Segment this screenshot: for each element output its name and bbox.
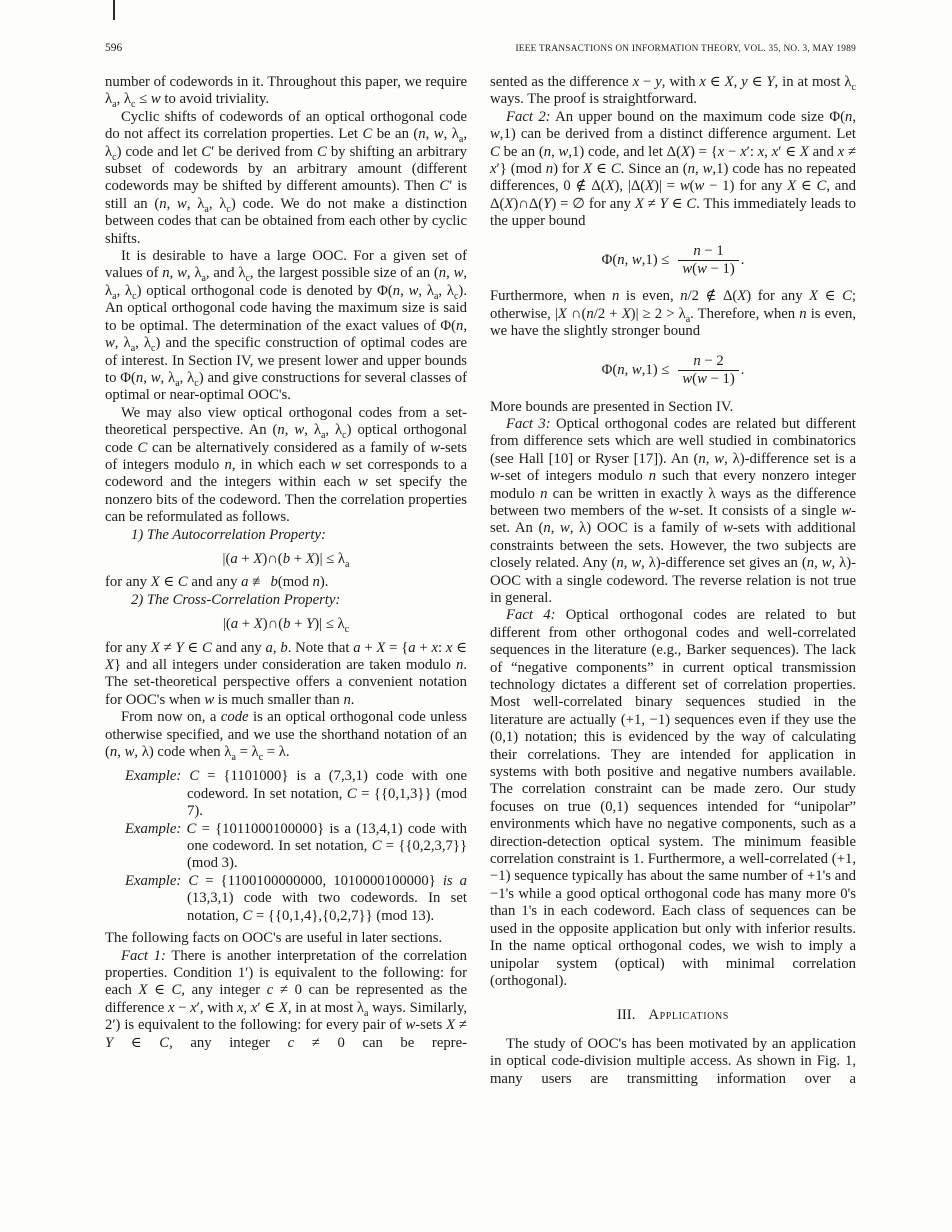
journal-title: IEEE TRANSACTIONS ON INFORMATION THEORY, VOL. 35, NO. 3, MAY 1989 [515,44,856,54]
equation-crosscorrelation: |(a + X)∩(b + $Y)| \le \lambda_c$ [222,616,350,636]
equation-autocorrelation: |(a + X)∩(b + $X)| \le \lambda_a$ [222,550,350,570]
example-item-1341-code [125,821,467,873]
paragraph-desirable-ooc: It is desirable to have a large OOC. For a given set of values of n, w, $\lambda_a$, and $\lambda_c$, the largest possible size of an (n, w, $\lambda_a$, $\lambda_c$) optical orthogonal code is denoted by Φ(n, w, $\lambda_a$, $\lambda_c$). An optical orthogonal code having the maximum size is said to be optimal. The determination of the exact values of Φ(n, w, $\lambda_a$, $\lambda_c$) and the specific construction of optimal codes are of interest. In Section IV, we present lower and upper bounds to Φ(n, w, $\lambda_a$, $\lambda_c$) and give constructions for several classes of optimal or near-optimal OOC's. [105,248,468,404]
fraction [678,353,738,389]
example-label: Example: [125,820,182,837]
paragraph-facts-intro: The following facts on OOC's are useful in later sections. [105,930,443,947]
crosscorrelation-condition: for any X ≠ Y ∈ C and any a, b. Note that a + X = {a + x: x ∈ X} and all integers under consideration are taken modulo n. The set-theoretical perspective offers a convenient notation for OOC's when w is much smaller than n. [105,639,467,708]
paragraph-fact1: Fact 1: There is another interpretation of the correlation properties. Condition 1′) is equivalent to the following: for each X ∈ C, any integer c ≠ 0 can be represented as the difference x − x′, with x, x′ ∈ X, in at most $\lambda_a$ ways. Similarly, 2′) is equivalent to the following: for every pair of w-sets X ≠ Y ∈ C, any integer c ≠ 0 can be repre- [105,947,468,1051]
fraction-denominator: w(w − 1) [678,260,738,278]
right-column [490,74,856,1088]
paragraph-cyclic-shifts: Cyclic shifts of codewords of an optical orthogonal code do not affect its correlation properties. Let C be an (n, w, $\lambda_a$, $\lambda_c$) code and let C′ be derived from C by shifting an arbitrary subset of codewords by an arbitrary amount (different codewords may be shifted by different amounts). Then C′ is still an (n, w, $\lambda_a$, $\lambda_c$) code. We do not make a distinction between codes that can be obtained from each other by cyclic shifts. [105,108,468,247]
example-text: C = {1101000} is a (7,3,1) code with one codeword. In set notation, C = {{0,1,3}} (mod 7). [187,768,468,820]
running-head [105,42,856,54]
example-item-1331-code [125,873,467,925]
crosscorrelation-property-heading: 2) The Cross-Correlation Property: [131,591,341,608]
paragraph-fact3: Fact 3: Optical orthogonal codes are related but different from difference sets which are well studied in combinatorics (see Hall [10] or Ryser [17]). An (n, w, λ)-difference set is a w-set of integers modulo n such that every nonzero integer modulo n can be written in exactly λ ways as the difference between two members of the w-set. It consists of a single w-set. An (n, w, λ) OOC is a family of w-sets with additional constraints between the sets. However, the two subjects are closely related. Any (n, w, λ)-difference set gives an (n, w, λ)-OOC with a single codeword. The reverse relation is not true in general. [490,415,857,606]
equation-lhs: Φ(n, w,1) ≤ [601,361,670,378]
fraction-numerator: n − 2 [693,352,724,369]
autocorrelation-property-heading: 1) The Autocorrelation Property: [131,526,326,543]
fraction-denominator: w(w − 1) [678,370,738,388]
example-label: Example: [125,872,182,889]
example-text: C = {1011000100000} is a (13,4,1) code with one codeword. In set notation, C = {{0,2,3,7}} (mod 3). [186,820,467,872]
paragraph-set-theoretical: We may also view optical orthogonal codes from a set-theoretical perspective. An (n, w, $\lambda_a$, $\lambda_c$) optical orthogonal code C can be alternatively considered as a family of w-sets of integers modulo n, in which each w set corresponds to a codeword and the integers within each w set specify the nonzero bits of the codeword. Then the correlation properties can be reformulated as follows. [105,404,468,526]
equation-upper-bound-odd [490,243,856,279]
page-number: 596 [105,42,123,54]
section-heading-applications [490,1007,856,1024]
paragraph-more-bounds: More bounds are presented in Section IV. [490,398,734,415]
paragraph-fact2: Fact 2: An upper bound on the maximum code size Φ(n, w,1) can be derived from a distinct difference argument. Let C be an (n, w,1) code, and let Δ(X) = {x − x′: x, x′ ∈ X and x ≠ x′} (mod n) for X ∈ C. Since an (n, w,1) code has no repeated differences, 0 ∉ Δ(X), |Δ(X)| = w(w − 1) for any X ∈ C, and Δ(X)∩Δ(Y) = ∅ for any X ≠ Y ∈ C. This immediately leads to the upper bound [490,108,857,230]
equation-lhs: Φ(n, w,1) ≤ [601,251,670,268]
example-label: Example: [125,768,182,785]
fraction [678,243,738,279]
paragraph-intro-continuation: number of codewords in it. Throughout this paper, we require $\lambda_a$, $\lambda_c \le w$ to avoid triviality. [105,74,467,111]
example-text: C = {1100100000000, 1010000100000} is a (13,3,1) code with two codewords. In set notation, C = {{0,1,4},{0,2,7}} (mod 13). [187,872,468,924]
paragraph-fact1-continuation: sented as the difference x − y, with x ∈ X, y ∈ Y, in at most $\lambda_c$ ways. The proof is straightforward. [490,74,856,108]
section-number: III. [617,1007,636,1024]
paragraph-fact4: Fact 4: Optical orthogonal codes are related to but different from other orthogonal codes and well-correlated sequences in the literature (e.g., Barker sequences). The lack of “negative components” in current optical transmission technology dictates a different set of correlation properties. Most well-correlated binary sequences studied in the literature are actually (+1, −1) sequences even if they use the (0,1) notation; this is evidenced by the way of calculating their correlations. They are intended for application in systems with both positive and negative numbers available. The correlation constraint can be made zero. Our study focuses on true (0,1) sequences intended for “unipolar” environments which have no negative components, such as a direction-detection optical system. The minimum feasible correlation constraint is 1. Furthermore, a well-correlated (+1, −1) sequence typically has about the same number of +1's and −1's while a good optical orthogonal code has many more 0's than 1's in each codeword. Each class of sequences can be used in the opposite application but only with inferior results. In the name optical orthogonal codes, we wish to imply a unipolar system (optical) with minimal correlation (orthogonal). [490,607,856,989]
example-item-731-code [125,768,467,820]
left-column [105,74,467,1052]
section-title: Applications [648,1007,729,1024]
scan-artifact-line [113,0,115,20]
paragraph-applications-intro: The study of OOC's has been motivated by an application in optical code-division multiple access. As shown in Fig. 1, many users are transmitting information over a [490,1035,856,1087]
paragraph-even-n: Furthermore, when n is even, n/2 ∉ Δ(X) for any X ∈ C; otherwise, |X ∩(n/2 + $X)| \ge 2 > \lambda_a$. Therefore, when n is even, we have the slightly stronger bound [490,288,857,340]
equation-upper-bound-even [490,353,856,389]
autocorrelation-condition: for any X ∈ C and any a ≢ b(mod n). [105,574,329,591]
equation-period: . [740,251,745,268]
equation-period: . [740,361,745,378]
examples-list [105,768,467,925]
fraction-numerator: n − 1 [693,242,724,259]
paragraph-shorthand-notation: From now on, a code is an optical orthogonal code unless otherwise specified, and we use the shorthand notation of an (n, w, λ) code when $\lambda_a = \lambda_c = \lambda$. [105,709,467,763]
